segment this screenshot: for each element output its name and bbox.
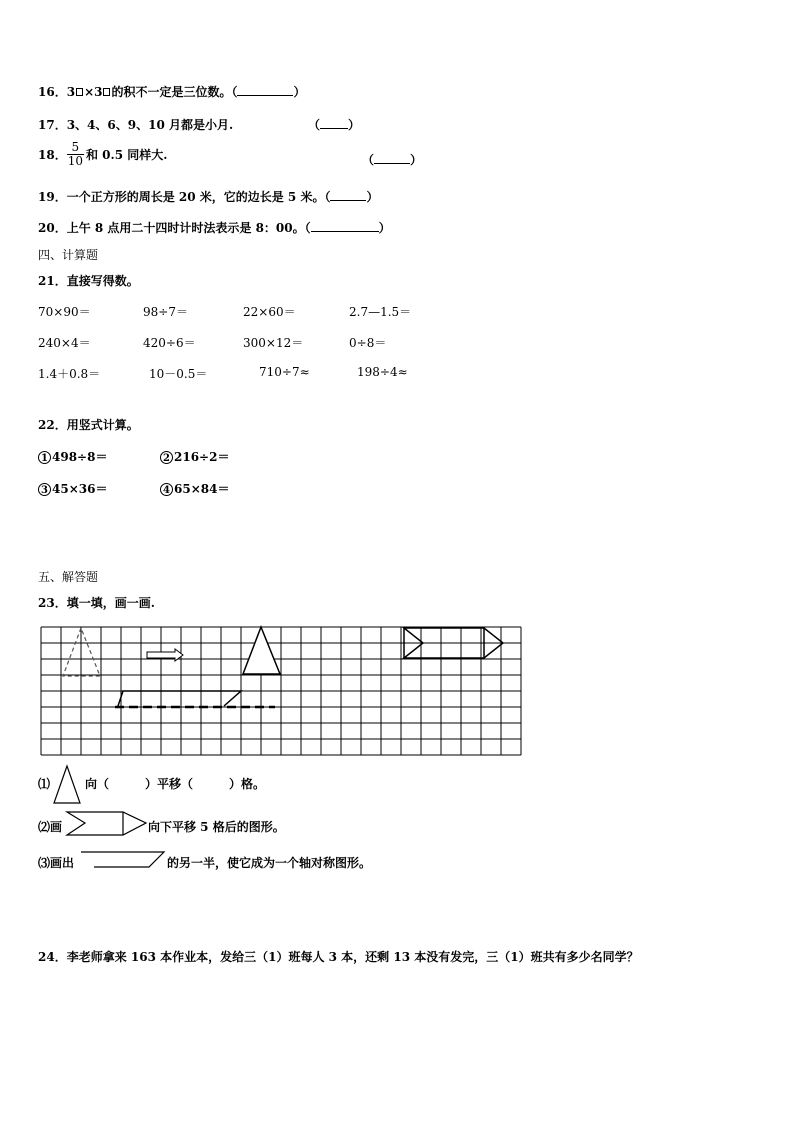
question-text: 和 0.5 同样大. [85, 148, 168, 162]
section-title-answer: 五、解答题 [38, 570, 99, 584]
circled-number: 4 [160, 483, 173, 496]
paren-open: （ [362, 153, 375, 167]
multiplier: ×3 [84, 85, 103, 99]
question-number: 16． [38, 85, 67, 99]
paren-close: ） [348, 118, 361, 132]
circled-number: 1 [38, 451, 51, 464]
question-text: 上午 8 点用二十四时计时法表示是 8：00。（ [66, 221, 311, 235]
calc-cell: 420÷6＝ [143, 336, 196, 350]
question-number: 19． [38, 190, 67, 204]
question-text: 一个正方形的周长是 20 米，它的边长是 5 米。（ [66, 190, 331, 204]
calc-cell: 1.4＋0.8＝ [38, 367, 101, 381]
question-text: 的积不一定是三位数。（ [111, 85, 238, 99]
q23-part1-mark: ⑴ [38, 777, 51, 791]
q23-part3-mark: ⑶画出 [38, 856, 75, 870]
digit: 3 [66, 85, 76, 99]
circled-number: 2 [160, 451, 173, 464]
paren-close: ） [366, 190, 379, 204]
calc-cell: 300×12＝ [243, 336, 304, 350]
paren-close: ） [410, 153, 423, 167]
calc-cell: 70×90＝ [38, 305, 91, 319]
paren-close: ） [378, 221, 391, 235]
q23-part3-text: 的另一半，使它成为一个轴对称图形。 [167, 856, 372, 870]
q23-part1-text: 向（ ）平移（ ）格。 [85, 777, 266, 791]
triangle-shape [243, 627, 280, 674]
question-24: 24．李老师拿来 163 本作业本，发给三（1）班每人 3 本，还剩 13 本没有发完，三（1）班共有多少名同学？ [38, 950, 639, 964]
calc-cell: 10－0.5＝ [149, 367, 208, 381]
calc-cell: 2.7—1.5＝ [349, 305, 412, 319]
half-trapezoid-shape [118, 691, 241, 706]
calc-expression: 498÷8＝ [52, 450, 108, 464]
fraction-denominator: 10 [67, 154, 83, 168]
calc-expression: 45×36＝ [52, 482, 108, 496]
calc-cell: 22×60＝ [243, 305, 296, 319]
circled-number: 3 [38, 483, 51, 496]
q23-part2-mark: ⑵画 [38, 820, 63, 834]
calc-cell: 198÷4≈ [357, 365, 408, 379]
triangle-icon [52, 765, 82, 805]
calc-cell: 240×4＝ [38, 336, 91, 350]
grid-lines [41, 627, 521, 755]
section-title-calculation: 四、计算题 [38, 248, 99, 262]
fraction-numerator: 5 [67, 141, 84, 155]
question-21-label: 21．直接写得数。 [38, 274, 139, 288]
calc-cell: 98÷7＝ [143, 305, 188, 319]
half-trapezoid-icon [80, 850, 166, 870]
question-number: 20． [38, 221, 67, 235]
paren-close: ） [293, 85, 306, 99]
calc-cell: 710÷7≈ [259, 365, 310, 379]
question-number: 17． [38, 118, 67, 132]
question-text: 3、4、6、9、10 月都是小月. [66, 118, 234, 132]
question-22-label: 22．用竖式计算。 [38, 418, 139, 432]
calc-expression: 65×84＝ [174, 482, 230, 496]
paren-open: （ [308, 118, 321, 132]
calc-cell: 0÷8＝ [349, 336, 387, 350]
question-23-label: 23．填一填，画一画. [38, 596, 155, 610]
question-number: 18． [38, 148, 67, 162]
q23-part2-text: 向下平移 5 格后的图形。 [148, 820, 285, 834]
chevron-icon [66, 811, 148, 837]
calc-expression: 216÷2＝ [174, 450, 230, 464]
